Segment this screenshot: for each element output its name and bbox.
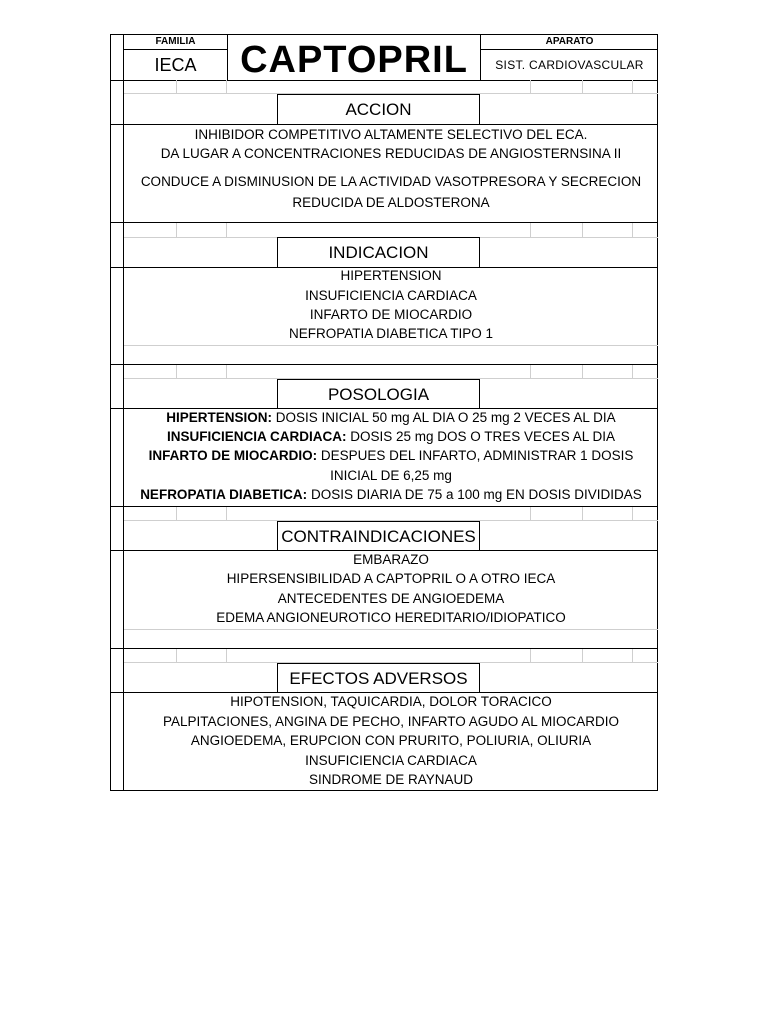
familia-value: IECA bbox=[154, 55, 197, 75]
contraindicaciones-bottom-border bbox=[110, 648, 658, 649]
gridline bbox=[632, 222, 633, 237]
posologia-item-label: INSUFICIENCIA CARDIACA: bbox=[166, 429, 347, 444]
gridline bbox=[582, 506, 583, 520]
gridline bbox=[582, 80, 583, 94]
gridline bbox=[632, 648, 633, 662]
indicacion-line: HIPERTENSION bbox=[340, 268, 442, 283]
efecto-adverso-line: ANGIOEDEMA, ERUPCION CON PRURITO, POLIURIA, OLIURIA bbox=[190, 733, 592, 748]
efecto-adverso-line: SINDROME DE RAYNAUD bbox=[308, 772, 474, 787]
accion-line: DA LUGAR A CONCENTRACIONES REDUCIDAS DE ANGIOSTERNSINA II bbox=[160, 146, 622, 161]
gridline bbox=[124, 629, 658, 630]
familia-label: FAMILIA bbox=[155, 36, 196, 47]
gridline bbox=[632, 80, 633, 94]
indicacion-bottom-border bbox=[110, 364, 658, 365]
gridline bbox=[632, 364, 633, 378]
gridline bbox=[176, 364, 177, 378]
section-title-contraindicaciones: CONTRAINDICACIONES bbox=[277, 521, 480, 551]
posologia-item-text: DOSIS 25 mg DOS O TRES VECES AL DIA bbox=[346, 429, 616, 444]
gridline bbox=[530, 80, 531, 94]
posologia-item bbox=[124, 446, 658, 466]
gridline bbox=[530, 506, 531, 520]
indicacion-line: INSUFICIENCIA CARDIACA bbox=[305, 288, 477, 303]
gridline bbox=[176, 222, 177, 237]
gridline bbox=[530, 648, 531, 662]
posologia-item-text: DOSIS INICIAL 50 mg AL DIA O 25 mg 2 VECES AL DIA bbox=[272, 410, 616, 425]
drug-name-title: CAPTOPRIL bbox=[240, 39, 468, 81]
posologia-bottom-border bbox=[110, 506, 658, 507]
accion-bottom-border bbox=[110, 222, 658, 223]
indicacion-line: NEFROPATIA DIABETICA TIPO 1 bbox=[288, 326, 494, 341]
gridline bbox=[530, 364, 531, 378]
gridline bbox=[226, 80, 227, 94]
gridline bbox=[632, 506, 633, 520]
gridline bbox=[176, 648, 177, 662]
posologia-item-text: DESPUES DEL INFARTO, ADMINISTRAR 1 DOSIS bbox=[317, 448, 634, 463]
contraindicacion-line: HIPERSENSIBILIDAD A CAPTOPRIL O A OTRO IECA bbox=[226, 571, 556, 586]
contraindicacion-line: EDEMA ANGIONEUROTICO HEREDITARIO/IDIOPATICO bbox=[216, 610, 566, 625]
posologia-item-label: NEFROPATIA DIABETICA: bbox=[140, 487, 308, 502]
section-title-efectos-adversos: EFECTOS ADVERSOS bbox=[277, 663, 480, 693]
accion-line: CONDUCE A DISMINUSION DE LA ACTIVIDAD VASOTPRESORA Y SECRECION bbox=[140, 174, 642, 189]
gridline bbox=[176, 80, 177, 94]
gridline bbox=[530, 222, 531, 237]
posologia-item bbox=[124, 485, 658, 505]
gridline bbox=[582, 648, 583, 662]
gridline bbox=[176, 506, 177, 520]
accion-line: REDUCIDA DE ALDOSTERONA bbox=[292, 195, 490, 210]
posologia-item bbox=[124, 408, 658, 428]
accion-line: INHIBIDOR COMPETITIVO ALTAMENTE SELECTIVO DEL ECA. bbox=[194, 127, 588, 142]
posologia-item-label: HIPERTENSION: bbox=[166, 410, 273, 425]
posologia-item bbox=[124, 427, 658, 447]
section-title-accion: ACCION bbox=[277, 94, 480, 125]
gridline bbox=[124, 345, 658, 346]
contraindicacion-line: ANTECEDENTES DE ANGIOEDEMA bbox=[277, 591, 505, 606]
efecto-adverso-line: PALPITACIONES, ANGINA DE PECHO, INFARTO AGUDO AL MIOCARDIO bbox=[162, 714, 620, 729]
gridline bbox=[582, 222, 583, 237]
posologia-item-label: INFARTO DE MIOCARDIO: bbox=[148, 448, 318, 463]
contraindicacion-line: EMBARAZO bbox=[353, 552, 429, 567]
posologia-item-text: DOSIS DIARIA DE 75 a 100 mg EN DOSIS DIVIDIDAS bbox=[307, 487, 642, 502]
gridline bbox=[226, 506, 227, 520]
gridline bbox=[226, 222, 227, 237]
posologia-item-continuation: INICIAL DE 6,25 mg bbox=[330, 468, 452, 483]
gridline bbox=[226, 364, 227, 378]
gridline bbox=[226, 648, 227, 662]
efecto-adverso-line: INSUFICIENCIA CARDIACA bbox=[305, 753, 477, 768]
gridline bbox=[582, 364, 583, 378]
aparato-label: APARATO bbox=[545, 36, 594, 47]
section-title-posologia: POSOLOGIA bbox=[277, 379, 480, 409]
aparato-value: SIST. CARDIOVASCULAR bbox=[495, 58, 644, 72]
section-title-indicacion: INDICACION bbox=[277, 237, 480, 268]
indicacion-line: INFARTO DE MIOCARDIO bbox=[309, 307, 473, 322]
efecto-adverso-line: HIPOTENSION, TAQUICARDIA, DOLOR TORACICO bbox=[230, 694, 552, 709]
